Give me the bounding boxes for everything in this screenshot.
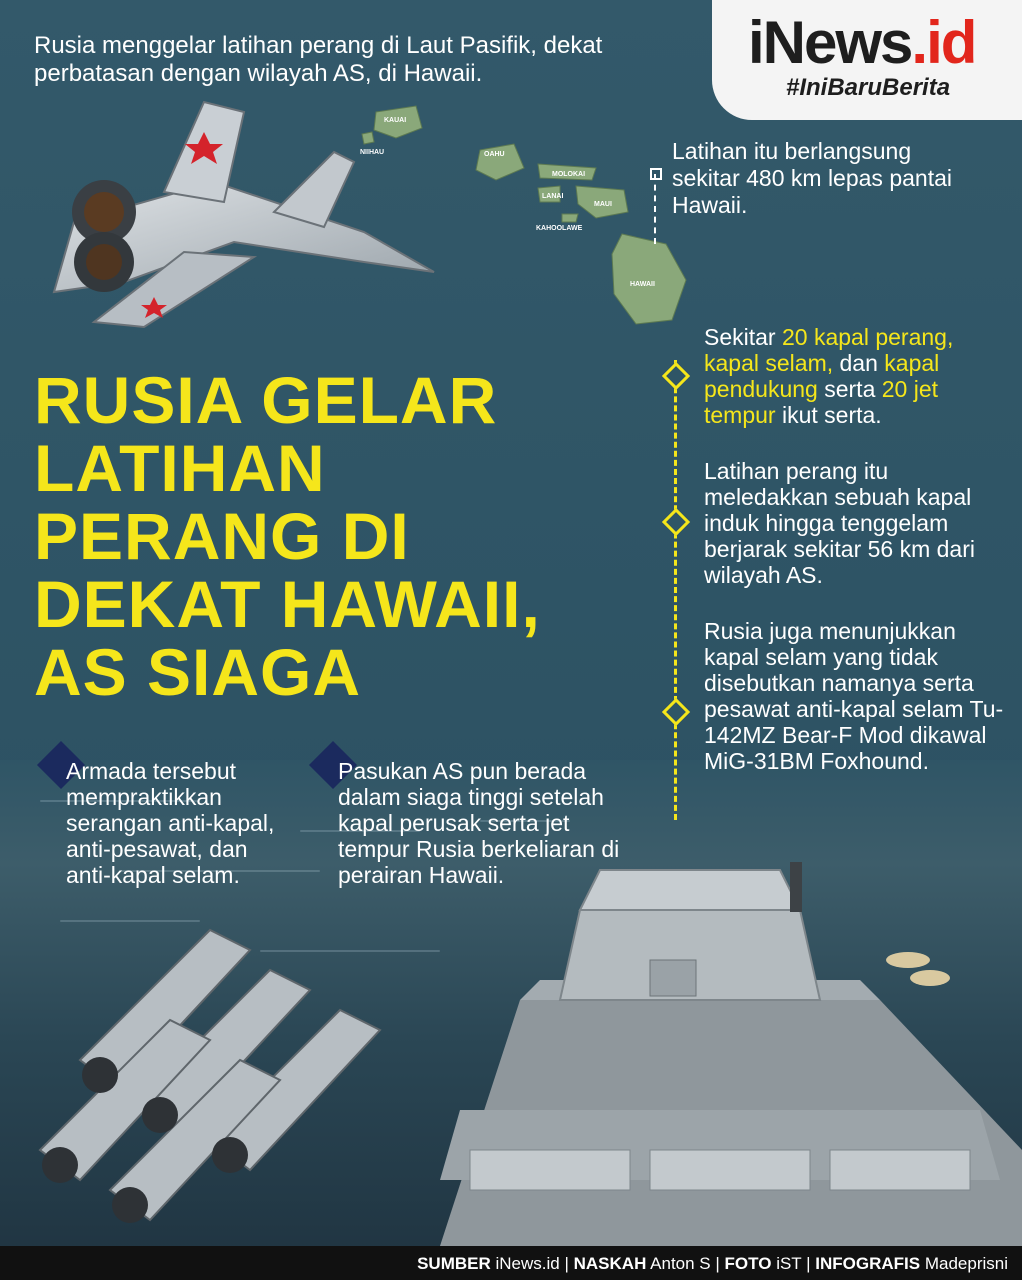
fact-submarine-aircraft: Rusia juga menunjukkan kapal selam yang tidak disebutkan namanya serta pesawat anti-kapal selam Tu-142MZ Bear-F Mod dikawal MiG-31BM Foxhound. xyxy=(704,618,1004,774)
map-label-maui: MAUI xyxy=(594,201,612,208)
warship-image xyxy=(0,850,1022,1246)
headline-line-1: RUSIA GELAR xyxy=(34,363,498,437)
fact-carrier-sunk: Latihan perang itu meledakkan sebuah kapal induk hingga tenggelam berjarak sekitar 56 km dari wilayah AS. xyxy=(704,458,975,588)
headline-line-5: AS SIAGA xyxy=(34,635,362,709)
credits-footer xyxy=(0,1246,1022,1280)
intro-text: Rusia menggelar latihan perang di Laut Pasifik, dekat perbatasan dengan wilayah AS, di Hawaii. xyxy=(34,32,603,87)
map-label-kahoolawe: KAHOOLAWE xyxy=(536,225,583,232)
map-label-lanai: LANAI xyxy=(542,193,564,200)
headline-line-2: LATIHAN xyxy=(34,431,326,505)
credits-text: SUMBER iNews.id | NASKAH Anton S | FOTO iST | INFOGRAFIS Madeprisni xyxy=(417,1254,1008,1273)
bullet-armada: Armada tersebut mempraktikkan serangan anti-kapal, anti-pesawat, dan anti-kapal selam. xyxy=(66,758,275,888)
note-connector xyxy=(654,174,656,244)
map-label-oahu: OAHU xyxy=(484,151,505,158)
headline-line-4: DEKAT HAWAII, xyxy=(34,567,541,641)
map-note: Latihan itu berlangsung sekitar 480 km lepas pantai Hawaii. xyxy=(672,138,952,218)
note-marker xyxy=(650,168,662,180)
map-label-hawaii: HAWAII xyxy=(630,281,655,288)
map-label-kauai: KAUAI xyxy=(384,117,407,124)
map-label-niihau: NIIHAU xyxy=(360,149,385,156)
headline xyxy=(34,363,674,709)
timeline-line xyxy=(674,360,677,820)
brand-tagline: #IniBaruBerita xyxy=(786,74,951,101)
brand-logo: iNews.id xyxy=(748,9,976,76)
map-label-molokai: MOLOKAI xyxy=(552,171,586,178)
fact-fleet: Sekitar 20 kapal perang, kapal selam, dan kapal pendukung serta 20 jet tempur ikut serta. xyxy=(704,324,954,428)
headline-line-3: PERANG DI xyxy=(34,499,410,573)
bullet-us-alert: Pasukan AS pun berada dalam siaga tinggi setelah kapal perusak serta jet tempur Rusia berkeliaran di perairan Hawaii. xyxy=(338,758,620,888)
